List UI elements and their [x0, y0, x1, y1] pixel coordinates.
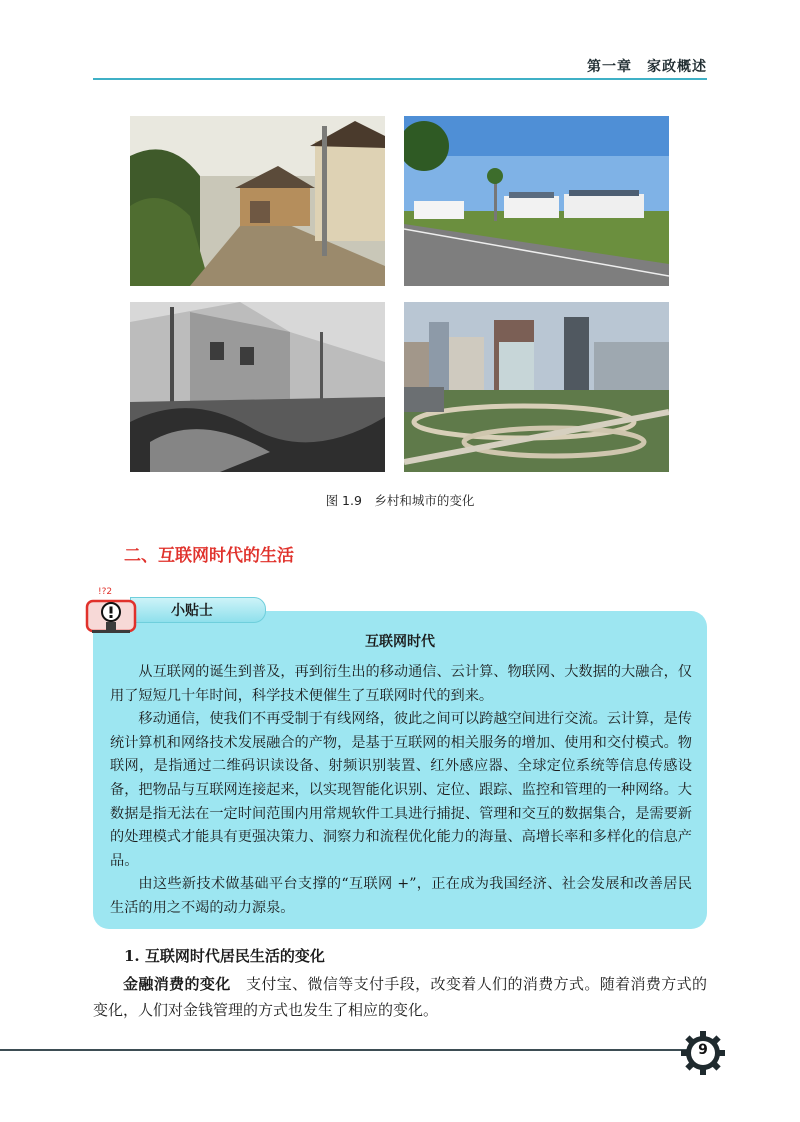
body-paragraph	[93, 971, 707, 1023]
modern-city-photo	[404, 302, 669, 472]
tip-label: 小贴士	[171, 603, 213, 619]
chapter-title: 第一章 家政概述	[587, 59, 707, 75]
tip-paragraph: 移动通信，使我们不再受制于有线网络，彼此之间可以跨越空间进行交流。云计算，是传统计算机和网络技术发展融合的产物，是基于互联网的相关服务的增加、使用和交付模式。物联网，是指通过二维码识读设备、射频识别装置、红外感应器、全球定位系统等信息传感设备，把物品与互联网连接起来，以实现智能化识别、定位、跟踪、监控和管理的一种网络。大数据是指无法在一定时间范围内用常规软件工具进行捕捉、管理和交互的数据集合，是需要新的处理模式才能具有更强决策力、洞察力和流程优化能力的海量、高增长率和多样化的信息产品。	[110, 711, 692, 869]
old-city-market-photo	[130, 302, 385, 472]
tip-box	[93, 611, 707, 929]
paragraph-lead: 金融消费的变化	[123, 975, 231, 993]
paragraph-text: 支付宝、微信等支付手段，改变着人们的消费方式。随着消费方式的变化，人们对金钱管理的方式也发生了相应的变化。	[93, 975, 707, 1019]
section-heading: 二、互联网时代的生活	[124, 546, 294, 566]
tip-paragraph: 从互联网的诞生到普及，再到衍生出的移动通信、云计算、物联网、大数据的大融合，仅用了短短几十年时间，科学技术便催生了互联网时代的到来。	[110, 664, 692, 704]
subsection-heading: 1. 互联网时代居民生活的变化	[124, 947, 325, 965]
page-number: 9	[698, 1042, 708, 1058]
figure-caption: 图 1.9 乡村和城市的变化	[325, 493, 475, 508]
tip-title: 互联网时代	[365, 634, 435, 650]
header-rule	[93, 78, 707, 80]
lightbulb-question-icon	[84, 582, 140, 638]
footer-rule	[0, 1049, 690, 1051]
new-village-photo	[404, 116, 669, 286]
tip-paragraph: 由这些新技术做基础平台支撑的“互联网 +”，正在成为我国经济、社会发展和改善居民生活的用之不竭的动力源泉。	[110, 876, 692, 916]
svg-text:!?2: !?2	[98, 587, 113, 597]
tip-body	[110, 661, 692, 921]
old-village-photo	[130, 116, 385, 286]
tip-label-tab	[130, 597, 266, 623]
